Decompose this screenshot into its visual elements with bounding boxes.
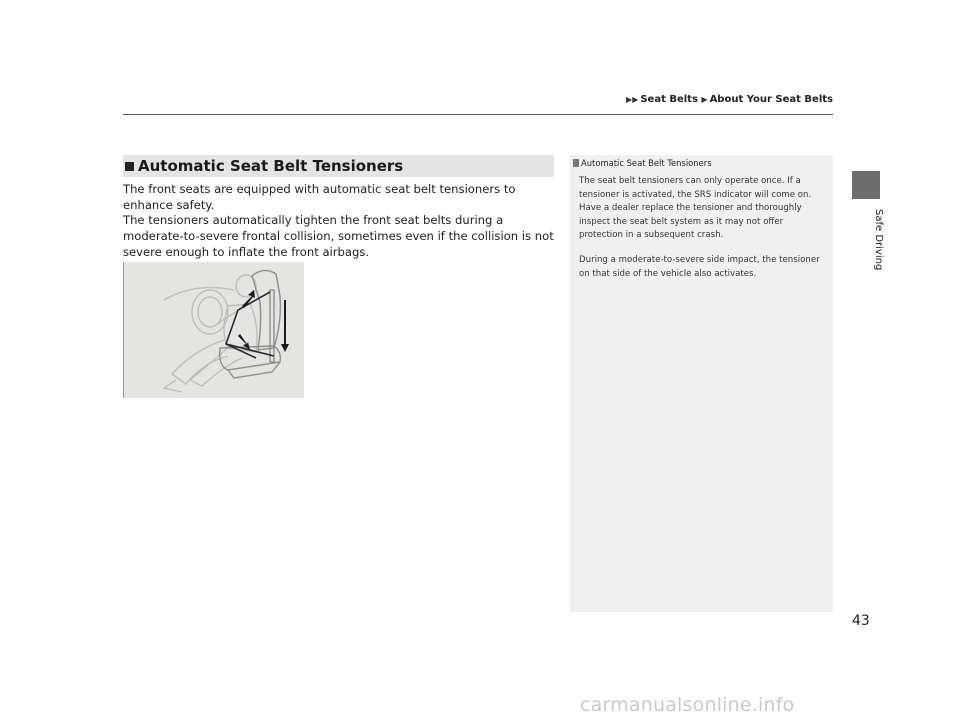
body-paragraph-2: The tensioners automatically tighten the front seat belts during a moderate-to-severe frontal collision, sometimes even if the collision is not severe enough to inflate the front airbags. [123, 213, 554, 259]
breadcrumb-arrow-icon: ▶▶ [626, 95, 639, 104]
side-note-panel [570, 155, 833, 612]
breadcrumb-arrow-icon: ▶ [701, 95, 708, 104]
note-reference-icon [573, 159, 579, 167]
seat-belt-tensioner-illustration [123, 262, 304, 398]
section-heading [123, 155, 554, 177]
note-heading-text: Automatic Seat Belt Tensioners [581, 158, 712, 168]
note-paragraph-1: The seat belt tensioners can only operate once. If a tensioner is activated, the SRS indicator will come on. Have a dealer replace the tensioner and thoroughly inspect the seat belt system as it may not offer protection in a subsequent crash. [579, 176, 812, 241]
seat-illustration-icon [124, 262, 304, 398]
breadcrumb-seat-belts[interactable]: Seat Belts [640, 94, 698, 105]
chapter-tab-marker[interactable] [852, 171, 880, 199]
note-paragraph-2: During a moderate-to-severe side impact, the tensioner on that side of the vehicle also activates. [579, 255, 820, 279]
header-divider [123, 114, 833, 115]
chapter-tab-label[interactable]: Safe Driving [873, 209, 884, 271]
section-square-icon [125, 162, 134, 171]
section-title: Automatic Seat Belt Tensioners [138, 157, 404, 175]
breadcrumb [0, 94, 833, 105]
page-number: 43 [852, 613, 870, 629]
breadcrumb-about-seat-belts[interactable]: About Your Seat Belts [709, 94, 833, 105]
watermark: carmanualsonline.info [580, 694, 795, 716]
note-heading [573, 158, 712, 168]
body-paragraph-1: The front seats are equipped with automatic seat belt tensioners to enhance safety. [123, 182, 516, 212]
